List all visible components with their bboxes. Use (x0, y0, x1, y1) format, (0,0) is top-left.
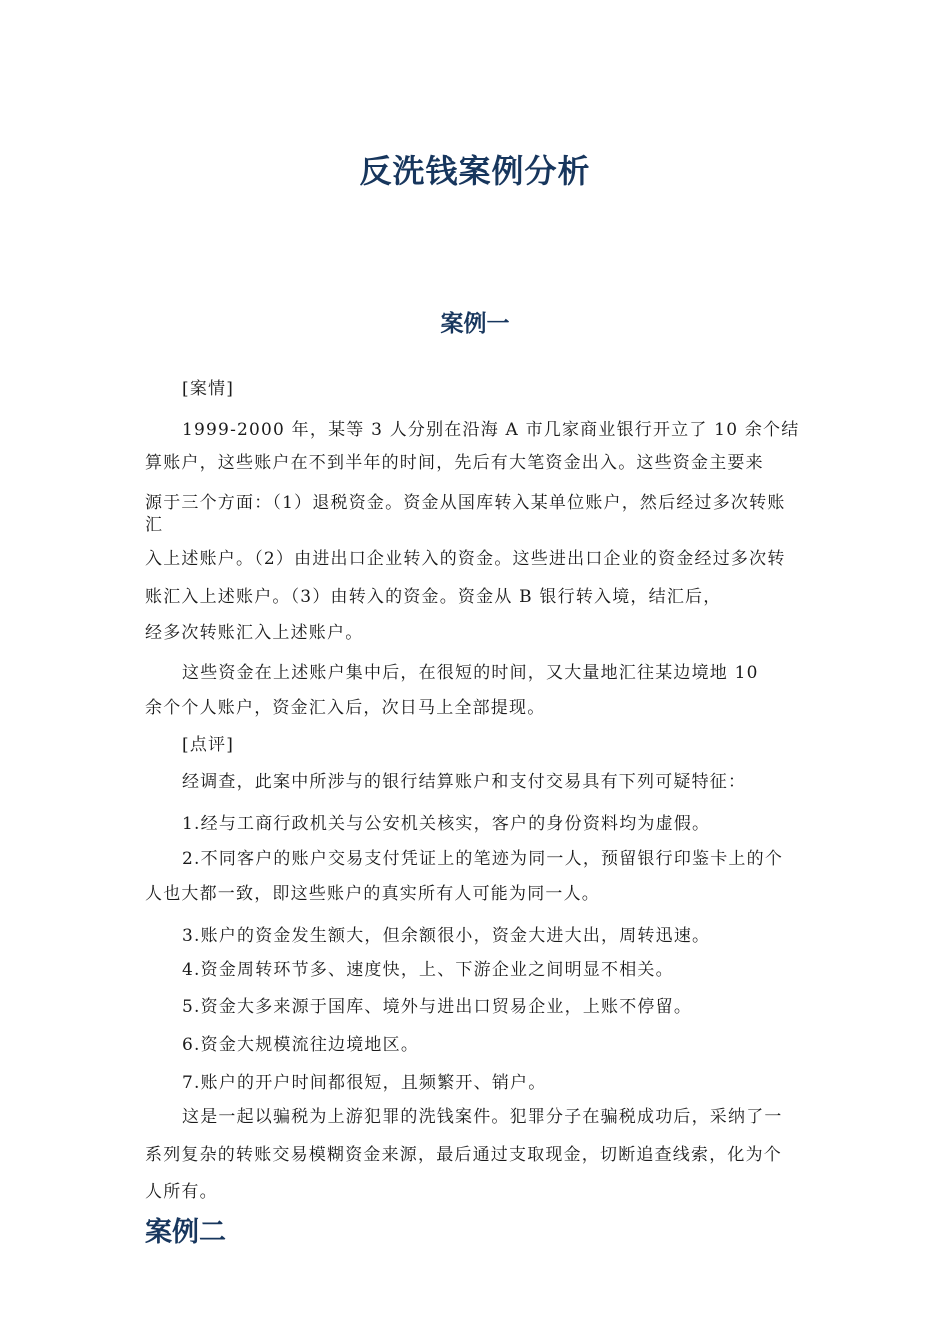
facts-line: 账汇入上述账户。（3）由转入的资金。资金从 B 银行转入境，结汇后， (145, 587, 722, 607)
feature-item: 人也大都一致，即这些账户的真实所有人可能为同一人。 (145, 884, 600, 904)
facts-line: 源于三个方面：（1）退税资金。资金从国库转入某单位账户，然后经过多次转账 (145, 493, 786, 513)
conclusion-line: 系列复杂的转账交易模糊资金来源，最后通过支取现金，切断追查线索，化为个 (145, 1145, 782, 1165)
feature-item: 7.账户的开户时间都很短，且频繁开、销户。 (182, 1073, 547, 1093)
conclusion-line: 人所有。 (145, 1182, 218, 1202)
facts-line: 余个个人账户，资金汇入后，次日马上全部提现。 (145, 698, 546, 718)
comment-label: [点评] (182, 735, 235, 755)
case-two-heading: 案例二 (145, 1217, 226, 1248)
facts-label: [案情] (182, 379, 235, 399)
facts-line: 1999-2000 年，某等 3 人分别在沿海 A 市几家商业银行开立了 10 余个结 (182, 420, 800, 440)
facts-line: 算账户，这些账户在不到半年的时间，先后有大笔资金出入。这些资金主要来 (145, 453, 764, 473)
feature-item: 5.资金大多来源于国库、境外与进出口贸易企业，上账不停留。 (182, 997, 693, 1017)
facts-line: 经多次转账汇入上述账户。 (145, 623, 364, 643)
case-one-heading: 案例一 (440, 310, 510, 337)
facts-line: 入上述账户。（2）由进出口企业转入的资金。这些进出口企业的资金经过多次转 (145, 549, 786, 569)
conclusion-line: 这是一起以骗税为上游犯罪的洗钱案件。犯罪分子在骗税成功后，采纳了一 (182, 1107, 783, 1127)
feature-item: 2.不同客户的账户交易支付凭证上的笔迹为同一人，预留银行印鉴卡上的个 (182, 849, 784, 869)
comment-intro: 经调查，此案中所涉与的银行结算账户和支付交易具有下列可疑特征： (182, 772, 747, 792)
feature-item: 3.账户的资金发生额大，但余额很小，资金大进大出，周转迅速。 (182, 926, 711, 946)
feature-item: 1.经与工商行政机关与公安机关核实，客户的身份资料均为虚假。 (182, 814, 711, 834)
document-title: 反洗钱案例分析 (359, 152, 591, 190)
feature-item: 4.资金周转环节多、速度快，上、下游企业之间明显不相关。 (182, 960, 674, 980)
facts-line: 汇 (145, 515, 164, 535)
feature-item: 6.资金大规模流往边境地区。 (182, 1035, 420, 1055)
facts-line: 这些资金在上述账户集中后，在很短的时间，又大量地汇往某边境地 10 (182, 663, 759, 683)
